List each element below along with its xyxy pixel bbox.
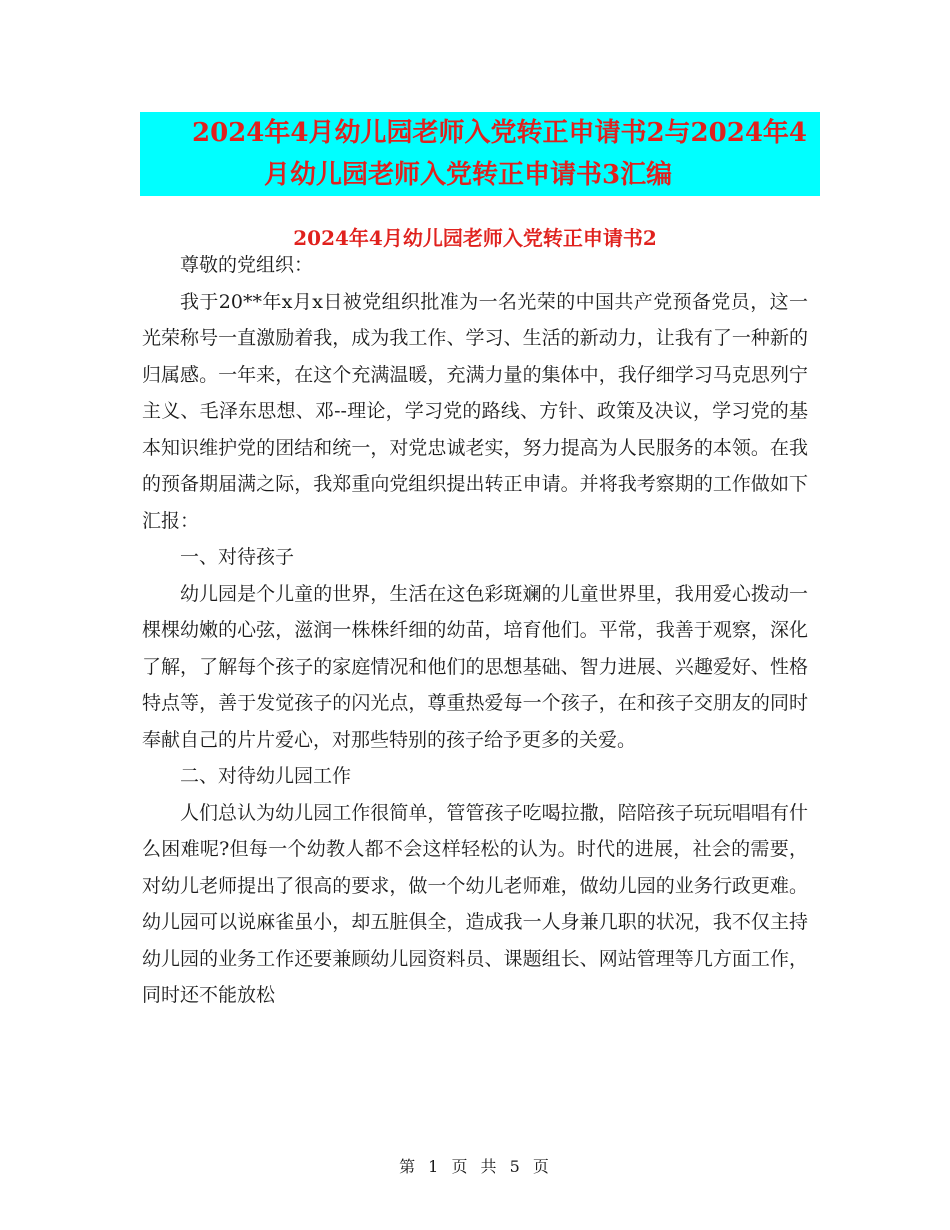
section-heading: 二、对待幼儿园工作 xyxy=(180,765,352,787)
document-body xyxy=(142,247,808,1014)
section-title: 2024年4月幼儿园老师入党转正申请书2 xyxy=(293,226,657,250)
title-line-1: 2024年4月幼儿园老师入党转正申请书2与2024年4 xyxy=(192,118,807,148)
body-paragraph: 人们总认为幼儿园工作很简单，管管孩子吃喝拉撒，陪陪孩子玩玩唱唱有什么困难呢?但每一个幼教人都不会这样轻松的认为。时代的进展，社会的需要，对幼儿老师提出了很高的要求，做一个幼儿老师难，做幼儿园的业务行政更难。幼儿园可以说麻雀虽小，却五脏俱全，造成我一人身兼几职的状况，我不仅主持幼儿园的业务工作还要兼顾幼儿园资料员、课题组长、网站管理等几方面工作，同时还不能放松 xyxy=(142,801,808,1006)
document-title xyxy=(140,112,820,196)
title-line-2: 月幼儿园老师入党转正申请书3汇编 xyxy=(264,160,673,190)
body-paragraph: 幼儿园是个儿童的世界，生活在这色彩斑斓的儿童世界里，我用爱心拨动一棵棵幼嫩的心弦，滋润一株株纤细的幼苗，培育他们。平常，我善于观察，深化了解，了解每个孩子的家庭情况和他们的思想基础、智力进展、兴趣爱好、性格特点等，善于发觉孩子的闪光点，尊重热爱每一个孩子，在和孩子交朋友的同时奉献自己的片片爱心，对那些特别的孩子给予更多的关爱。 xyxy=(142,582,808,751)
body-paragraph: 我于20**年x月x日被党组织批准为一名光荣的中国共产党预备党员，这一光荣称号一直激励着我，成为我工作、学习、生活的新动力，让我有了一种新的归属感。一年来，在这个充满温暖，充满力量的集体中，我仔细学习马克思列宁主义、毛泽东思想、邓--理论，学习党的路线、方针、政策及决议，学习党的基本知识维护党的团结和统一，对党忠诚老实，努力提高为人民服务的本领。在我的预备期届满之际，我郑重向党组织提出转正申请。并将我考察期的工作做如下汇报： xyxy=(142,290,808,532)
page-footer: 第 1 页 共 5 页 xyxy=(399,1157,551,1176)
salutation: 尊敬的党组织： xyxy=(180,254,314,276)
section-heading: 一、对待孩子 xyxy=(180,546,295,568)
